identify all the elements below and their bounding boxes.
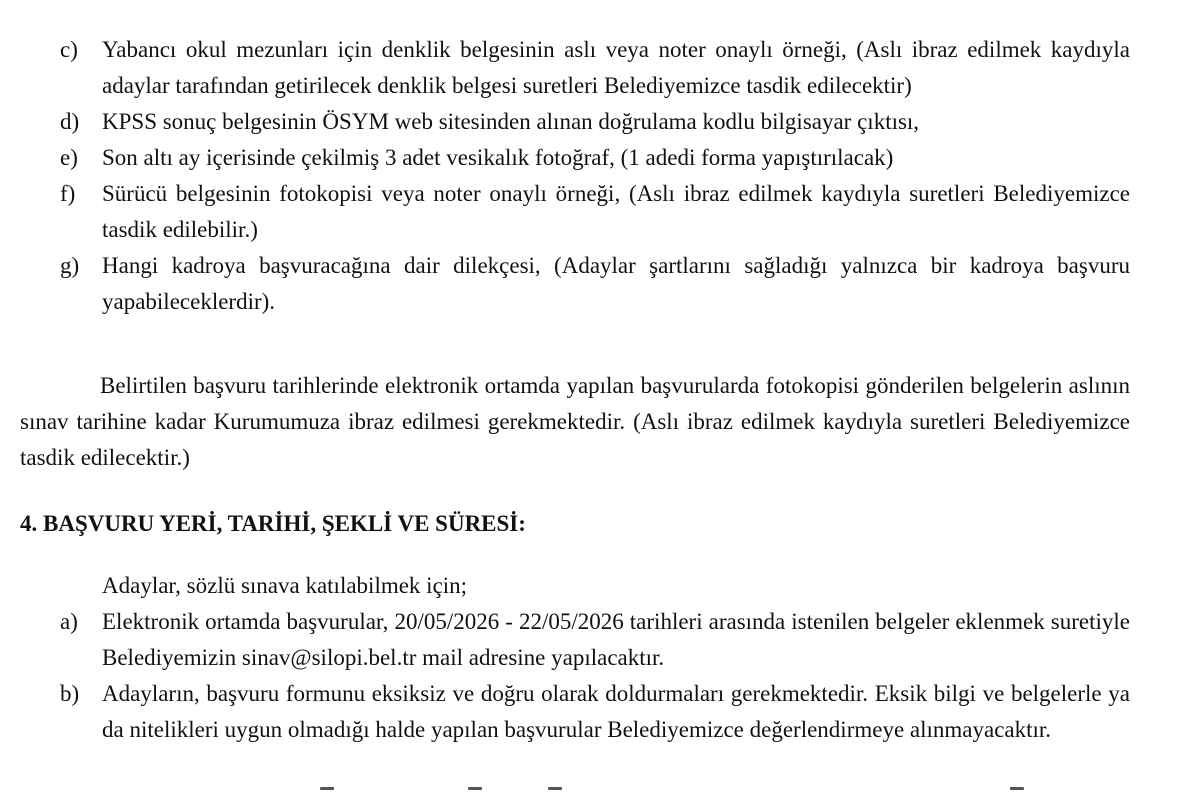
list-item-text: KPSS sonuç belgesinin ÖSYM web sitesinden alınan doğrulama kodlu bilgisayar çıktısı, — [102, 109, 920, 134]
list-item-text: Yabancı okul mezunları için denklik belgesinin aslı veya noter onaylı örneği, (Aslı ibraz edilmek kaydıyla adaylar tarafından getirilecek denklik belgesi suretleri Belediyemizce tasdik edilecektir) — [102, 37, 1130, 98]
application-list — [60, 604, 1130, 748]
list-item-text: Sürücü belgesinin fotokopisi veya noter onaylı örneği, (Aslı ibraz edilmek kaydıyla suretleri Belediyemizce tasdik edilebilir.) — [102, 181, 1130, 242]
list-item-text: Hangi kadroya başvuracağına dair dilekçesi, (Adaylar şartlarını sağladığı yalnızca bir kadroya başvuru yapabileceklerdir). — [102, 253, 1130, 314]
list-item-text: Elektronik ortamda başvurular, 20/05/2026 - 22/05/2026 tarihleri arasında istenilen belgeler eklenmek suretiyle Belediyemizin sinav@silopi.bel.tr mail adresine yapılacaktır. — [102, 609, 1130, 670]
list-item — [60, 676, 1130, 748]
list-marker: b) — [60, 681, 80, 706]
list-item-text: Son altı ay içerisinde çekilmiş 3 adet vesikalık fotoğraf, (1 adedi forma yapıştırılacak) — [102, 145, 894, 170]
list-marker: e) — [60, 145, 78, 170]
list-marker: g) — [60, 253, 80, 278]
list-item — [60, 32, 1130, 104]
list-item — [60, 176, 1130, 248]
list-item — [60, 248, 1130, 320]
list-item — [60, 140, 1130, 176]
intro-text: Adaylar, sözlü sınava katılabilmek için; — [102, 573, 468, 598]
list-item — [60, 104, 1130, 140]
requirements-list — [60, 32, 1130, 320]
list-marker: c) — [60, 37, 78, 62]
submission-paragraph: Belirtilen başvuru tarihlerinde elektronik ortamda yapılan başvurularda fotokopisi gönderilen belgelerin aslının sınav tarihine kadar Kurumumuza ibraz edilmesi gerekmektedir. (Aslı ibraz edilmek kaydıyla suretleri Belediyemizce tasdik edilecektir.) — [20, 373, 1130, 470]
list-item — [60, 604, 1130, 676]
cropped-text-line — [0, 782, 1200, 797]
list-marker: d) — [60, 109, 80, 134]
list-item-text: Adayların, başvuru formunu eksiksiz ve doğru olarak doldurmaları gerekmektedir. Eksik bilgi ve belgelerle ya da nitelikleri uygun olmadığı halde yapılan başvurular Belediyemizce değerlendirmeye alınmayacaktır. — [102, 681, 1130, 742]
section-heading: 4. BAŞVURU YERİ, TARİHİ, ŞEKLİ VE SÜRESİ: — [20, 511, 526, 536]
list-marker: a) — [60, 609, 78, 634]
list-marker: f) — [60, 181, 76, 206]
